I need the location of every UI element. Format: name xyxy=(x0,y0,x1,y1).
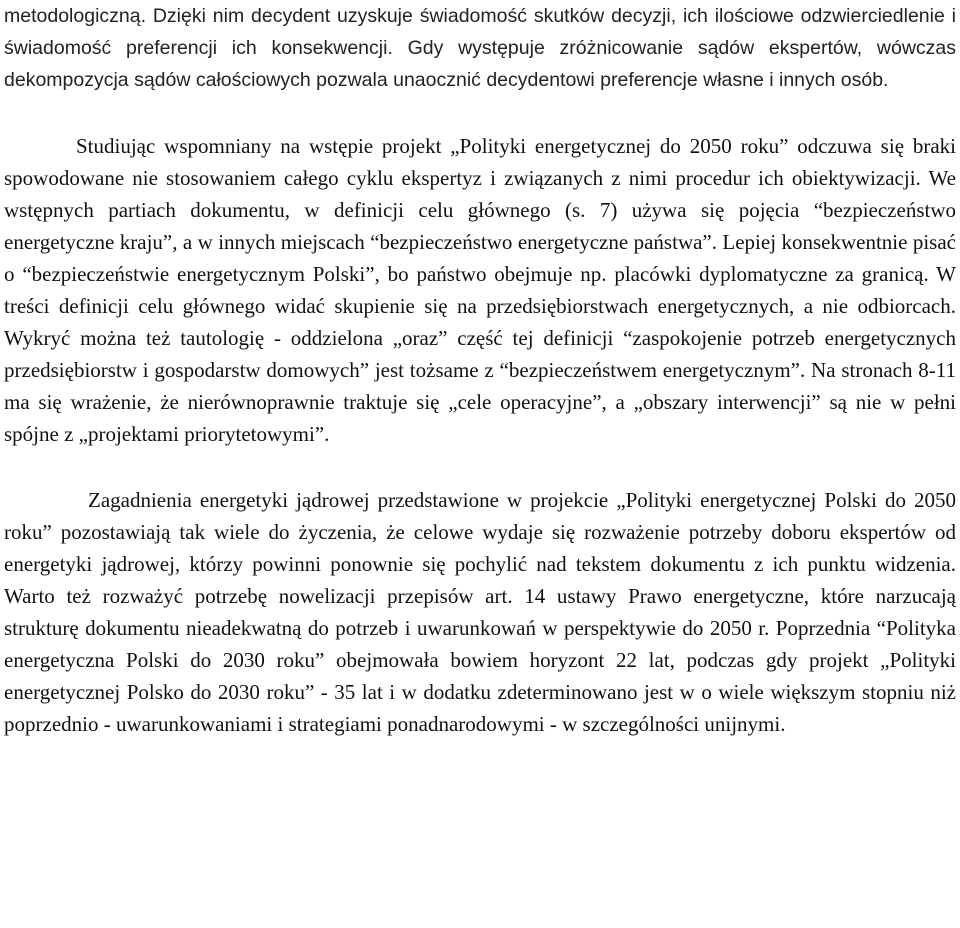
paragraph-methodology: metodologiczną. Dzięki nim decydent uzyskuje świadomość skutków decyzji, ich ilościowe odzwierciedlenie i świadomość preferencji ich konsekwencji. Gdy występuje zróżnicowanie sądów ekspertów, wówczas dekompozycja sądów całościowych pozwala unaocznić decydentowi preferencje własne i innych osób. xyxy=(4,5,956,91)
paragraph-project-critique: Studiując wspomniany na wstępie projekt „Polityki energetycznej do 2050 roku” odczuwa się braki spowodowane nie stosowaniem całego cyklu ekspertyz i związanych z nimi procedur ich obiektywizacji. We wstępnych partiach dokumentu, w definicji celu głównego (s. 7) używa się pojęcia “bezpieczeństwo energetyczne kraju”, a w innych miejscach “bezpieczeństwo energetyczne państwa”. Lepiej konsekwentnie pisać o “bezpieczeństwie energetycznym Polski”, bo państwo obejmuje np. placówki dyplomatyczne za granicą. W treści definicji celu głównego widać skupienie się na przedsiębiorstwach energetycznych, a nie odbiorcach. Wykryć można też tautologię - oddzielona „oraz” część tej definicji “zaspokojenie potrzeb energetycznych przedsiębiorstw i gospodarstw domowych” jest tożsame z “bezpieczeństwem energetycznym”. Na stronach 8-11 ma się wrażenie, że nierównoprawnie traktuje się „cele operacyjne”, a „obszary interwencji” są nie w pełni spójne z „projektami priorytetowymi”. xyxy=(4,134,956,446)
paragraph-nuclear-energy: Zagadnienia energetyki jądrowej przedstawione w projekcie „Polityki energetycznej Polski do 2050 roku” pozostawiają tak wiele do życzenia, że celowe wydaje się rozważenie potrzeby doboru ekspertów od energetyki jądrowej, którzy powinni ponownie się pochylić nad tekstem dokumentu z ich punktu widzenia. Warto też rozważyć potrzebę nowelizacji przepisów art. 14 ustawy Prawo energetyczne, które narzucają strukturę dokumentu nieadekwatną do potrzeb i uwarunkowań w perspektywie do 2050 r. Poprzednia “Polityka energetyczna Polski do 2030 roku” obejmowała bowiem horyzont 22 lat, podczas gdy projekt „Polityki energetycznej Polsko do 2030 roku” - 35 lat i w dodatku zdeterminowano jest w o wiele większym stopniu niż poprzednio - uwarunkowaniami i strategiami ponadnarodowymi - w szczególności unijnymi. xyxy=(4,488,956,736)
document-page xyxy=(4,0,956,740)
